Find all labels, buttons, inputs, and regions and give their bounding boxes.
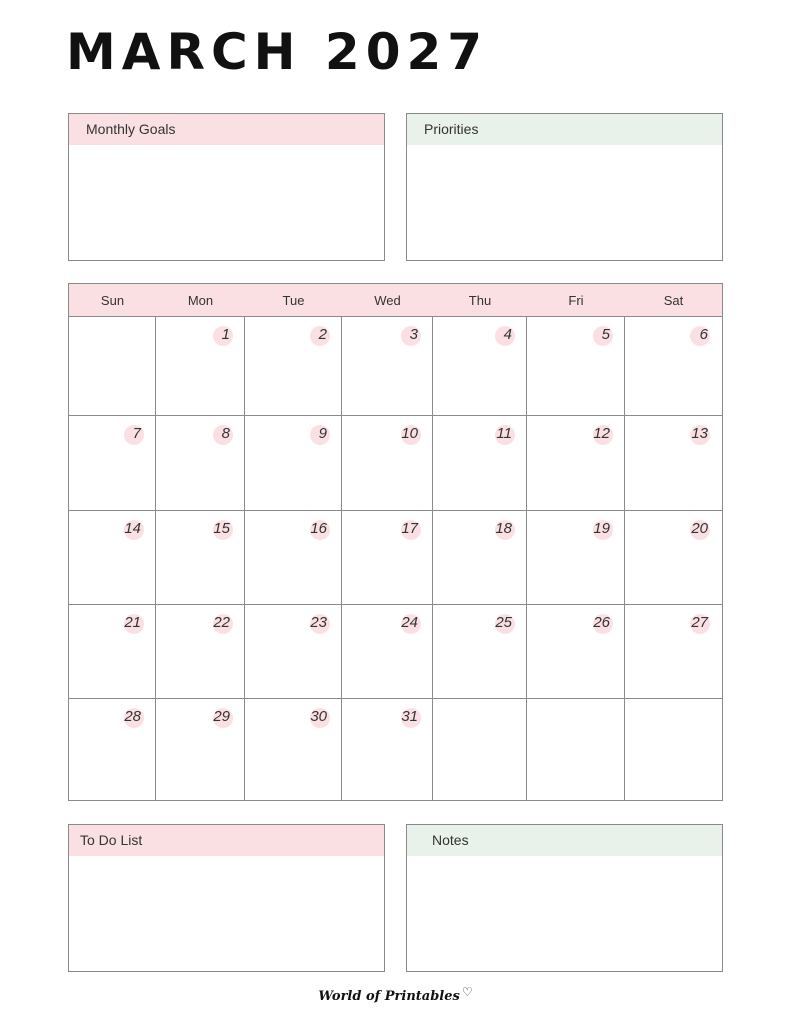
date-number: 3 bbox=[409, 326, 418, 343]
date-number: 19 bbox=[593, 520, 610, 537]
empty-day-cell[interactable] bbox=[625, 699, 722, 800]
monthly-goals-box[interactable] bbox=[68, 113, 385, 261]
weekday-tue: Tue bbox=[282, 293, 305, 308]
heart-icon: ♡ bbox=[461, 985, 473, 999]
date-number: 15 bbox=[213, 520, 230, 537]
date-number: 25 bbox=[495, 614, 512, 631]
day-cell-7[interactable] bbox=[69, 416, 156, 511]
day-cell-15[interactable] bbox=[156, 511, 245, 605]
date-number: 27 bbox=[691, 614, 708, 631]
day-cell-11[interactable] bbox=[433, 416, 527, 511]
day-cell-22[interactable] bbox=[156, 605, 245, 699]
day-cell-23[interactable] bbox=[245, 605, 342, 699]
day-cell-19[interactable] bbox=[527, 511, 625, 605]
date-number: 12 bbox=[593, 425, 610, 442]
day-cell-31[interactable] bbox=[342, 699, 433, 800]
date-number: 4 bbox=[503, 326, 512, 343]
date-number: 22 bbox=[213, 614, 230, 631]
notes-box[interactable] bbox=[406, 824, 723, 972]
page-title: MARCH 2027 bbox=[66, 23, 489, 81]
date-number: 18 bbox=[495, 520, 512, 537]
date-number: 29 bbox=[213, 708, 230, 725]
todo-list-label: To Do List bbox=[69, 825, 384, 856]
weekday-sat: Sat bbox=[663, 293, 684, 308]
day-cell-8[interactable] bbox=[156, 416, 245, 511]
day-cell-30[interactable] bbox=[245, 699, 342, 800]
weekday-sun: Sun bbox=[100, 293, 125, 308]
monthly-goals-label: Monthly Goals bbox=[69, 114, 384, 145]
day-cell-25[interactable] bbox=[433, 605, 527, 699]
day-cell-26[interactable] bbox=[527, 605, 625, 699]
date-number: 5 bbox=[601, 326, 610, 343]
date-number: 9 bbox=[318, 425, 327, 442]
day-cell-2[interactable] bbox=[245, 317, 342, 416]
day-cell-9[interactable] bbox=[245, 416, 342, 511]
weekday-header-row bbox=[69, 284, 722, 317]
day-cell-10[interactable] bbox=[342, 416, 433, 511]
empty-day-cell[interactable] bbox=[527, 699, 625, 800]
weekday-fri: Fri bbox=[568, 293, 584, 308]
date-number: 24 bbox=[401, 614, 418, 631]
day-cell-27[interactable] bbox=[625, 605, 722, 699]
day-cell-24[interactable] bbox=[342, 605, 433, 699]
day-cell-20[interactable] bbox=[625, 511, 722, 605]
day-cell-5[interactable] bbox=[527, 317, 625, 416]
day-cell-29[interactable] bbox=[156, 699, 245, 800]
day-cell-13[interactable] bbox=[625, 416, 722, 511]
empty-day-cell[interactable] bbox=[69, 317, 156, 416]
date-number: 23 bbox=[310, 614, 327, 631]
date-number: 30 bbox=[310, 708, 327, 725]
date-number: 11 bbox=[496, 425, 512, 442]
notes-label: Notes bbox=[407, 825, 722, 856]
priorities-label: Priorities bbox=[407, 114, 722, 145]
day-cell-6[interactable] bbox=[625, 317, 722, 416]
day-cell-1[interactable] bbox=[156, 317, 245, 416]
day-cell-17[interactable] bbox=[342, 511, 433, 605]
calendar-grid bbox=[68, 283, 723, 801]
day-cell-28[interactable] bbox=[69, 699, 156, 800]
weekday-wed: Wed bbox=[374, 293, 401, 308]
todo-list-box[interactable] bbox=[68, 824, 385, 972]
date-number: 14 bbox=[124, 520, 141, 537]
priorities-box[interactable] bbox=[406, 113, 723, 261]
weekday-mon: Mon bbox=[187, 293, 214, 308]
date-number: 31 bbox=[401, 708, 418, 725]
date-number: 13 bbox=[691, 425, 708, 442]
date-number: 28 bbox=[124, 708, 141, 725]
date-number: 10 bbox=[401, 425, 418, 442]
date-number: 2 bbox=[318, 326, 327, 343]
empty-day-cell[interactable] bbox=[433, 699, 527, 800]
day-cell-14[interactable] bbox=[69, 511, 156, 605]
day-cell-16[interactable] bbox=[245, 511, 342, 605]
date-number: 21 bbox=[124, 614, 141, 631]
day-cell-21[interactable] bbox=[69, 605, 156, 699]
day-cell-12[interactable] bbox=[527, 416, 625, 511]
date-number: 16 bbox=[310, 520, 327, 537]
day-cell-18[interactable] bbox=[433, 511, 527, 605]
brand-name: World of Printables bbox=[318, 989, 460, 1004]
date-number: 7 bbox=[132, 425, 141, 442]
date-number: 20 bbox=[691, 520, 708, 537]
weekday-thu: Thu bbox=[468, 293, 492, 308]
brand-footer bbox=[0, 985, 791, 1004]
day-cell-3[interactable] bbox=[342, 317, 433, 416]
date-number: 26 bbox=[593, 614, 610, 631]
date-number: 8 bbox=[221, 425, 230, 442]
date-number: 17 bbox=[401, 520, 418, 537]
date-number: 6 bbox=[699, 326, 708, 343]
date-number: 1 bbox=[221, 326, 230, 343]
day-cell-4[interactable] bbox=[433, 317, 527, 416]
